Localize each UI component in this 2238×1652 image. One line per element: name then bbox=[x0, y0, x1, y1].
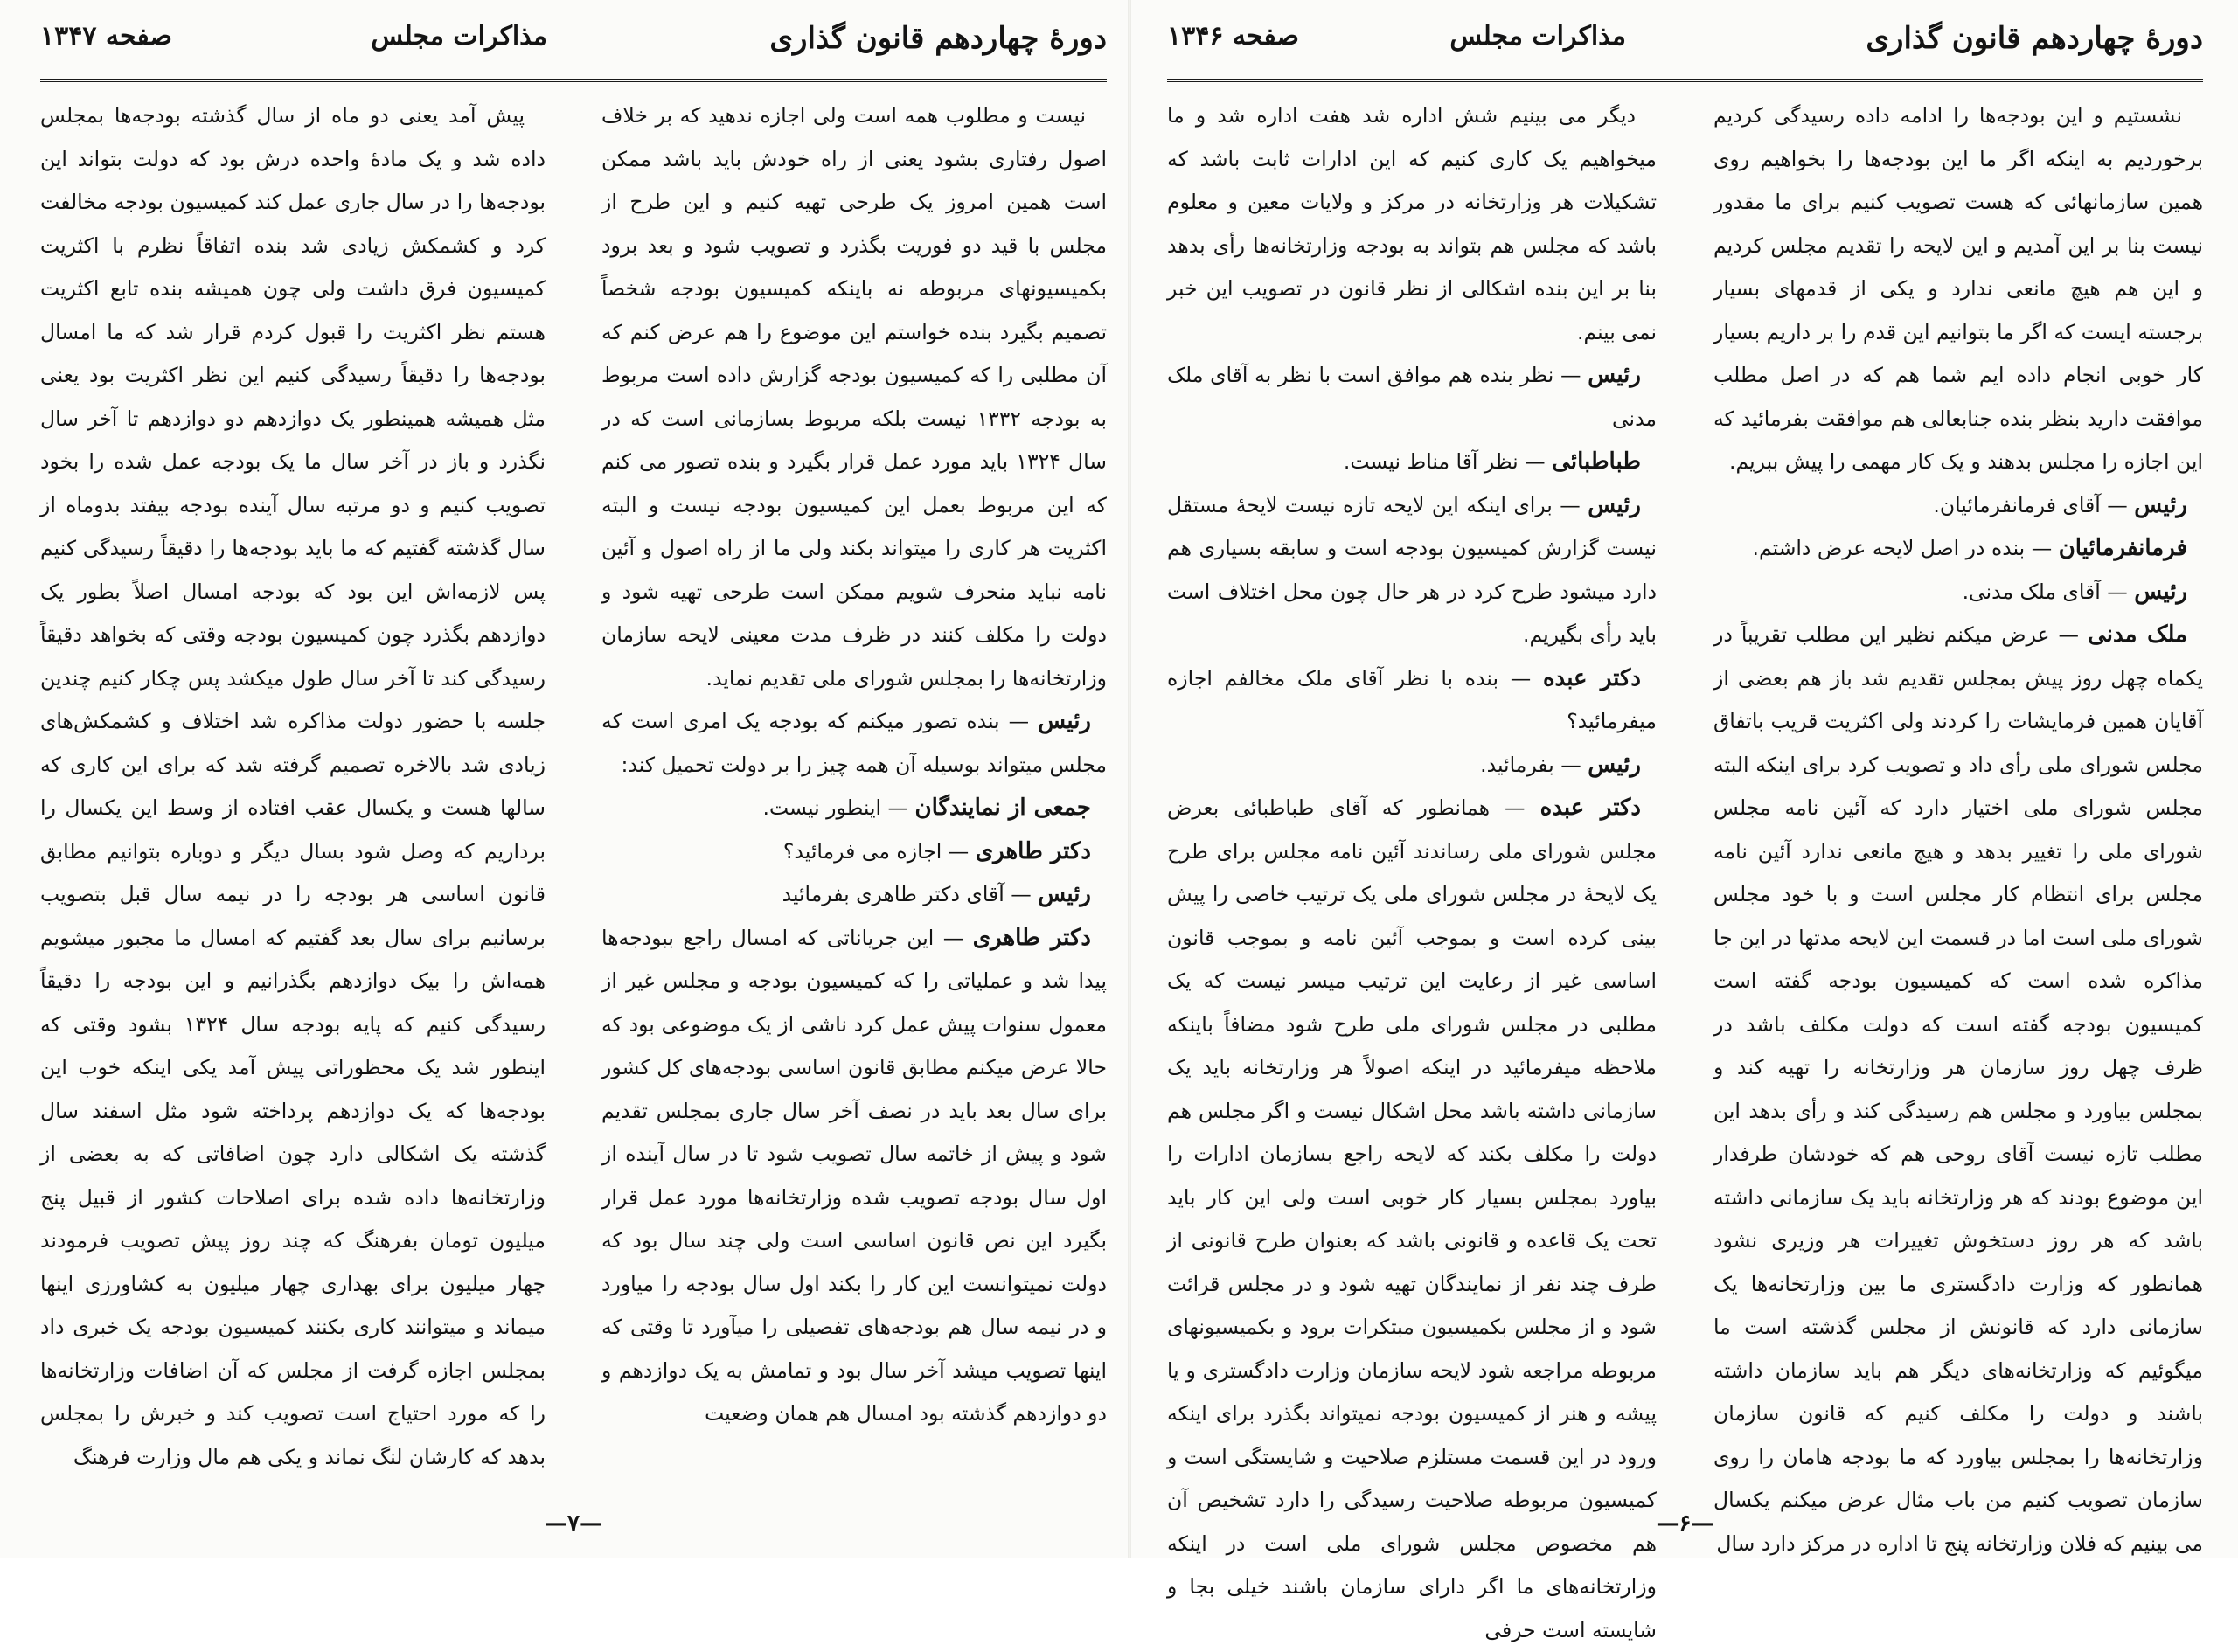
paragraph-text: — بنده با نظر آقای ملک مخالفم اجازه میفرمائید؟ bbox=[1167, 665, 1657, 733]
speaker-name: دکتر طاهری bbox=[972, 924, 1091, 951]
series-title: دورهٔ چهاردهم قانون گذاری bbox=[1866, 21, 2203, 56]
speaker-name: رئیس bbox=[1038, 708, 1091, 734]
column-right bbox=[1713, 94, 2203, 1556]
text-columns bbox=[1167, 94, 2203, 1642]
speaker-name: ملک مدنی bbox=[2088, 621, 2187, 648]
paragraph-text: — نظر آقا مناط نیست. bbox=[1343, 449, 1546, 474]
page-left bbox=[40, 14, 1107, 1544]
speaker-name: فرمانفرمائیان bbox=[2058, 535, 2187, 561]
speech-paragraph bbox=[1167, 744, 1657, 788]
paragraph-text: — همانطور که آقای طباطبائی بعرض مجلس شورای ملی رساندند آئین نامه مجلس برای طرح یک لایحهٔ در مجلس شورای ملی یک ترتیب خاصی را پیش بینی کرده است و بموجب آئین نامه و بموجب قانون اساسی غیر از رعایت این ترتیب میسر نیست که یک مطلبی در مجلس شورای ملی طرح شود مضافاً باینکه ملاحظه میفرمائید در اینکه اصولاً هر وزارتخانه باید یک سازمانی داشته باشد محل اشکال نیست و اگر مجلس هم دولت را مکلف بکند که لایحه راجع بسازمان ادارات را بیاورد بمجلس بسیار کار خوبی است ولی این کار باید تحت یک قاعده و قانونی باشد که بعنوان طرح قانونی از طرف چند نفر از نمایندگان تهیه شود و در مجلس قرائت شود و از مجلس بکمیسیون مبتکرات برود و بکمیسیونهای مربوطه مراجعه شود لایحه سازمان وزارت دادگستری و یا پیشه و هنر از کمیسیون بودجه نمیتواند بگذرد برای اینکه ورود در این قسمت مستلزم صلاحیت و شایستگی است و کمیسیون مربوطه صلاحیت رسیدگی را دارد تشخیص آن هم مخصوص مجلس شورای ملی است در اینکه وزارتخانه‌های ما اگر دارای سازمان باشند خیلی بجا و شایسته است حرفی bbox=[1167, 795, 1657, 1642]
column-left bbox=[1167, 94, 1657, 1642]
paragraph-text: — بفرمائید. bbox=[1480, 752, 1581, 777]
paragraph-text: — آقای فرمانفرمائیان. bbox=[1933, 492, 2128, 517]
paragraph-text: — اینطور نیست. bbox=[762, 795, 908, 820]
speech-paragraph bbox=[1167, 441, 1657, 484]
paragraph-text: — آقای دکتر طاهری بفرمائید bbox=[782, 882, 1032, 906]
paragraph-text: نیست و مطلوب همه است ولی اجازه ندهید که بر خلاف اصول رفتاری بشود یعنی از راه خودش باید باشد ممکن است همین امروز یک طرحی تهیه کنیم و این طرح از مجلس با قید دو فوریت بگذرد و تصویب شود و بعد برود بکمیسیونهای مربوطه نه باینکه کمیسیون بودجه شخصاً تصمیم بگیرد بنده خواستم این موضوع را هم عرض کنم که آن مطلبی را که کمیسیون بودجه گزارش داده است مربوط به بودجه ۱۳۳۲ نیست بلکه مربوط بسازمانی است که در سال ۱۳۲۴ باید مورد عمل قرار بگیرد و بنده تصور می کنم که این مربوط بعمل این کمیسیون بودجه نیست و البته اکثریت هر کاری را میتواند بکند ولی ما از راه اصول و آئین نامه نباید منحرف شویم ممکن است طرحی تهیه شود و دولت را مکلف کنند در ظرف مدت معینی لایحه سازمان وزارتخانه‌ها را بمجلس شورای ملی تقدیم نماید. bbox=[601, 103, 1107, 691]
paragraph-text: دیگر می بینیم شش اداره شد هفت اداره شد و ما میخواهیم یک کاری کنیم که این ادارات ثابت باشد که تشکیلات هر وزارتخانه در مرکز و ولایات معین و معلوم باشد که مجلس هم بتواند به بودجه وزارتخانه‌ها رأی بدهد بنا بر این بنده اشکالی از نظر قانون در تصویب این خبر نمی بینم. bbox=[1167, 103, 1657, 344]
paragraph-text: — اجازه می فرمائید؟ bbox=[782, 838, 970, 864]
speaker-name: رئیس bbox=[2134, 491, 2187, 518]
speech-paragraph bbox=[601, 873, 1107, 917]
paragraph-text: — بنده در اصل لایحه عرض داشتم. bbox=[1752, 536, 2053, 560]
column-left bbox=[40, 94, 546, 1491]
speaker-name: طباطبائی bbox=[1552, 448, 1641, 475]
paragraph-text: — بنده تصور میکنم که بودجه یک امری است که مجلس میتواند بوسیله آن همه چیز را بر دولت تحمیل کند: bbox=[601, 709, 1107, 777]
speaker-name: دکتر عبده bbox=[1539, 795, 1641, 821]
folio: —۷— bbox=[545, 1510, 602, 1537]
speech-paragraph bbox=[601, 700, 1107, 787]
section-title: مذاکرات مجلس bbox=[1449, 21, 1626, 52]
speech-paragraph bbox=[601, 917, 1107, 1436]
speech-paragraph bbox=[601, 787, 1107, 830]
body-paragraph bbox=[601, 94, 1107, 700]
paragraph-text: — نظر بنده هم موافق است با نظر به آقای ملک مدنی bbox=[1167, 363, 1657, 431]
paragraph-text: — آقای ملک مدنی. bbox=[1962, 579, 2128, 604]
folio: —۶— bbox=[1656, 1510, 1714, 1537]
speech-paragraph bbox=[1167, 657, 1657, 744]
body-paragraph bbox=[1713, 94, 2203, 484]
speaker-name: رئیس bbox=[1588, 491, 1641, 518]
speaker-name: دکتر عبده bbox=[1542, 664, 1641, 691]
column-right bbox=[601, 94, 1107, 1491]
speech-paragraph bbox=[1713, 527, 2203, 571]
speaker-name: دکتر طاهری bbox=[975, 837, 1091, 864]
paragraph-text: نشستیم و این بودجه‌ها را ادامه داده رسیدگی کردیم برخوردیم به اینکه اگر ما این بودجه‌ها را بخواهیم روی همین سازمانهائی که هست تصویب کنیم برای ما مقدور نیست بنا بر این آمدیم و این لایحه را تقدیم مجلس کردیم و این هم هیچ مانعی ندارد و یکی از قدمهای بسیار برجسته ایست که اگر ما بتوانیم این قدم را بر داریم بسیار کار خوبی انجام داده ایم شما هم که در اصل مطلب موافقت دارید بنظر بنده جنابعالی هم موافقت بفرمائید که این اجازه را مجلس بدهند و یک کار مهمی را پیش ببریم. bbox=[1713, 103, 2203, 474]
series-title: دورهٔ چهاردهم قانون گذاری bbox=[769, 21, 1107, 56]
paragraph-text: — این جریاناتی که امسال راجع ببودجه‌ها پیدا شد و عملیاتی را که کمیسیون بودجه و مجلس غیر از معمول سنوات پیش عمل کرد ناشی از یک موضوعی بود که حالا عرض میکنم مطابق قانون اساسی بودجه‌های کل کشور برای سال بعد باید در نصف آخر سال جاری بمجلس تقدیم شود و پیش از خاتمه سال تصویب شود تا در سال آینده از اول سال بودجه تصویب شده وزارتخانه‌ها مورد عمل قرار بگیرد این نص قانون اساسی است ولی چند سال بود که دولت نمیتوانست این کار را بکند اول سال بودجه را میاورد و در نیمه سال هم بودجه‌های تفصیلی را میآورد تا وقتی که اینها تصویب میشد آخر سال بود و تمامش به یک دوازدهم و دو دوازدهم گذشته بود امسال هم همان وضعیت bbox=[601, 925, 1107, 1426]
speech-paragraph bbox=[1167, 484, 1657, 657]
page-fold bbox=[1128, 0, 1131, 1558]
speaker-name: رئیس bbox=[1588, 751, 1641, 778]
page-number: صفحه ۱۳۴۶ bbox=[1167, 21, 1299, 52]
body-paragraph bbox=[40, 94, 546, 1479]
paragraph-text: — برای اینکه این لایحه تازه نیست لایحهٔ مستقل نیست گزارش کمیسیون بودجه است و سابقه بسیاری هم دارد میشود طرح کرد در هر حال چون محل اختلاف است باید رأی بگیریم. bbox=[1167, 492, 1657, 647]
speech-paragraph bbox=[1713, 571, 2203, 614]
text-columns bbox=[40, 94, 1107, 1491]
section-title: مذاکرات مجلس bbox=[371, 21, 547, 52]
speaker-name: رئیس bbox=[2134, 578, 2187, 605]
page-right bbox=[1167, 14, 2203, 1642]
paragraph-text: پیش آمد یعنی دو ماه از سال گذشته بودجه‌ها بمجلس داده شد و یک مادهٔ واحده درش بود که دولت بتواند این بودجه‌ها را در سال جاری عمل کند کمیسیون بودجه مخالفت کرد و کشمکش زیادی شد بنده اتفاقاً نظرم با اکثریت کمیسیون فرق داشت ولی چون همیشه بنده تابع اکثریت هستم نظر اکثریت را قبول کردم قرار شد که ما امسال بودجه‌ها را دقیقاً رسیدگی کنیم این نظر اکثریت بود یعنی مثل همیشه همینطور یک دوازدهم دو دوازدهم تا آخر سال نگذرد و باز در آخر سال ما یک بودجه عمل شده را بخود تصویب کنیم و دو مرتبه سال آینده بودجه بیفتد بدوماه از سال گذشته گفتیم که ما باید بودجه‌ها را دقیقاً رسیدگی کنیم پس لازمه‌اش این بود که بودجه امسال اصلاً بطور یک دوازدهم بگذرد چون کمیسیون بودجه وقتی که بخواهد دقیقاً رسیدگی کند تا آخر سال طول میکشد پس چکار کنیم چندین جلسه با حضور دولت مذاکره شد اختلاف و کشمکش‌های زیادی شد بالاخره تصمیم گرفته شد که برای این کاری که سالها هست و یکسال عقب افتاده از وسط این یکسال را برداریم که وصل شود بسال دیگر و دوباره بتوانیم مطابق قانون اساسی هر بودجه را در نیمه سال قبل بتصویب برسانیم برای سال بعد گفتیم که امسال ما مجبور میشویم همه‌اش را بیک دوازدهم بگذرانیم و این بودجه را دقیقاً رسیدگی کنیم که پایه بودجه سال ۱۳۲۴ بشود وقتی که اینطور شد یک محظوراتی پیش آمد یکی اینکه خوب این بودجه‌ها که یک دوازدهم پرداخته شود مثل اسفند سال گذشته یک اشکالی دارد چون اضافاتی که به بعضی از وزارتخانه‌ها داده شده برای اصلاحات کشور از قبیل پنج میلیون تومان بفرهنگ که چند روز پیش تصویب فرمودند چهار میلیون برای بهداری چهار میلیون به کشاورزی اینها میماند و میتوانند کاری بکنند کمیسیون بودجه یک خبری داد بمجلس اجازه گرفت از مجلس که آن اضافات وزارتخانه‌ها را که مورد احتیاج است تصویب کند و خبرش را بمجلس بدهد که کارشان لنگ نماند و یکی هم مال وزارت فرهنگ bbox=[40, 103, 546, 1469]
page-number: صفحه ۱۳۴۷ bbox=[40, 21, 172, 52]
body-paragraph bbox=[1167, 94, 1657, 354]
running-head bbox=[40, 14, 1107, 82]
speaker-name: جمعی از نمایندگان bbox=[914, 795, 1091, 821]
running-head bbox=[1167, 14, 2203, 82]
paragraph-text: — عرض میکنم نظیر این مطلب تقریباً در یکماه چهل روز پیش بمجلس تقدیم شد باز هم بعضی از آقایان همین فرمایشات را کردند ولی اکثریت قریب باتفاق مجلس شورای ملی رأی داد و تصویب کرد برای اینکه البته مجلس شورای ملی اختیار دارد که آئین نامه مجلس شورای ملی را تغییر بدهد و هیچ مانعی ندارد آئین نامه مجلس برای انتظام کار مجلس است و با خود مجلس شورای ملی است اما در قسمت این لایحه مدتها در این جا مذاکره شده است که کمیسیون بودجه گفته است کمیسیون بودجه گفته است که دولت مکلف باشد در ظرف چهل روز سازمان هر وزارتخانه را تهیه کند و بمجلس بیاورد و مجلس هم رسیدگی کند و رأی بدهد این مطلب تازه نیست آقای روحی هم که خودشان طرفدار این موضوع بودند که هر وزارتخانه باید یک سازمانی داشته باشد که هر روز دستخوش تغییرات هر وزیری نشود همانطور که وزارت دادگستری ما بین وزارتخانه‌ها یک سازمانی دارد که قانونش از مجلس گذشته است ما میگوئیم که وزارتخانه‌های دیگر هم باید سازمان داشته باشند و دولت را مکلف کنیم که قانون سازمان وزارتخانه‌ها را بمجلس بیاورد که ما بودجه هامان را روی سازمان تصویب کنیم من باب مثال عرض میکنم یکسال می بینیم که فلان وزارتخانه پنج تا اداره در مرکز دارد سال bbox=[1713, 622, 2203, 1556]
speech-paragraph bbox=[1713, 484, 2203, 528]
speech-paragraph bbox=[1167, 354, 1657, 441]
speaker-name: رئیس bbox=[1038, 881, 1091, 907]
speaker-name: رئیس bbox=[1588, 362, 1641, 388]
speech-paragraph bbox=[601, 830, 1107, 874]
speech-paragraph bbox=[1713, 614, 2203, 1565]
